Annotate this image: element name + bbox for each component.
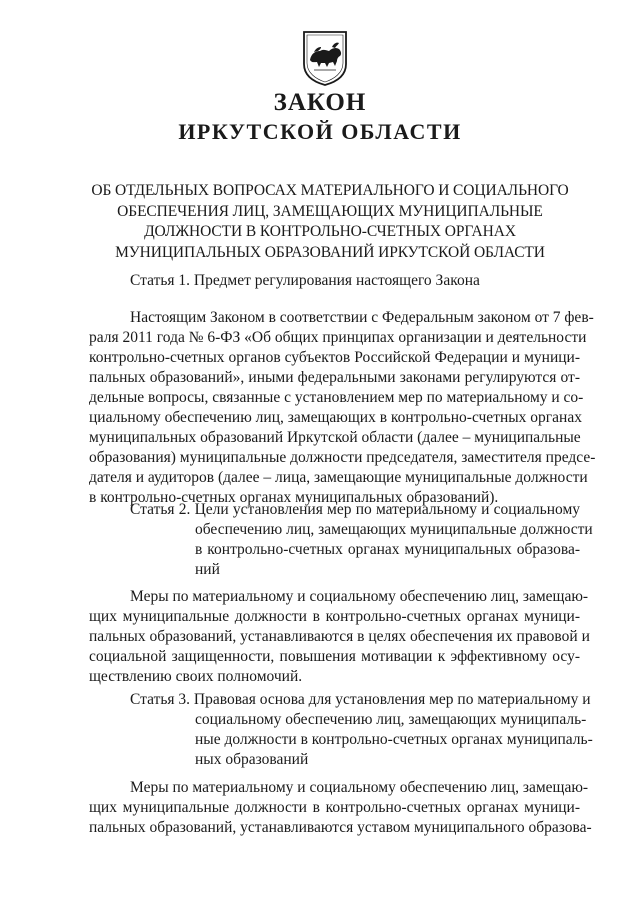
article-2-heading-line: обеспечению лиц, замещающих муниципальные должности: [195, 521, 593, 538]
article-1-text-line: образования) муниципальные должности председателя, заместителя предсе-: [89, 449, 596, 466]
article-2-text-line: ществлению своих полномочий.: [89, 668, 303, 685]
region-title: ИРКУТСКОЙ ОБЛАСТИ: [178, 119, 462, 144]
article-1-text-line: муниципальных образований Иркутской области (далее – муниципальные: [89, 429, 581, 446]
article-1-text-line: контрольно-счетных органов субъектов Российской Федерации и муници-: [89, 349, 580, 366]
article-1-text-line: дельные вопросы, связанные с установлением мер по материальному и со-: [89, 389, 584, 406]
article-3-text-line: пальных образований, устанавливаются уставом муниципального образова-: [89, 819, 592, 836]
subject-line: ОБЕСПЕЧЕНИЯ ЛИЦ, ЗАМЕЩАЮЩИХ МУНИЦИПАЛЬНЫЕ: [117, 202, 543, 220]
article-2-text-line: социальной защищенности, повышения мотивации к эффективному осу-: [89, 648, 580, 665]
article-3-heading-line: Статья 3. Правовая основа для установления мер по материальному и: [130, 691, 591, 708]
article-3-text-line: щих муниципальные должности в контрольно-счетных органах муници-: [89, 799, 580, 816]
article-2-heading-line: в контрольно-счетных органах муниципальных образова-: [195, 541, 580, 558]
article-2-heading-line: Статья 2. Цели установления мер по материальному и социальному: [130, 501, 580, 518]
article-1-text-line: раля 2011 года № 6-ФЗ «Об общих принципах организации и деятельности: [89, 329, 587, 346]
article-1-text-line: дателя и аудиторов (далее – лица, замещающие муниципальные должности: [89, 469, 588, 486]
article-1-heading: Статья 1. Предмет регулирования настоящего Закона: [130, 272, 480, 289]
article-2-text-line: пальных образований, устанавливаются в целях обеспечения их правовой и: [89, 628, 590, 645]
article-1-text-line: циальному обеспечению лиц, замещающих в контрольно-счетных органах: [89, 409, 582, 426]
article-2-heading-line: ний: [195, 561, 220, 578]
article-3-heading-line: ные должности в контрольно-счетных органах муниципаль-: [195, 731, 593, 748]
article-2-text-line: щих муниципальные должности в контрольно-счетных органах муници-: [89, 608, 580, 625]
article-3-text-line: Меры по материальному и социальному обеспечению лиц, замещаю-: [130, 779, 589, 796]
law-subject-title: [60, 181, 600, 263]
subject-line: ОБ ОТДЕЛЬНЫХ ВОПРОСАХ МАТЕРИАЛЬНОГО И СОЦИАЛЬНОГО: [91, 182, 569, 199]
article-2-text-line: Меры по материальному и социальному обеспечению лиц, замещаю-: [130, 588, 589, 605]
subject-line: МУНИЦИПАЛЬНЫХ ОБРАЗОВАНИЙ ИРКУТСКОЙ ОБЛАСТИ: [115, 243, 545, 261]
subject-line: ДОЛЖНОСТИ В КОНТРОЛЬНО-СЧЕТНЫХ ОРГАНАХ: [144, 223, 516, 240]
article-1-text-line: Настоящим Законом в соответствии с Федеральным законом от 7 фев-: [130, 309, 594, 326]
article-1-text-line: в контрольно-счетных органах муниципальных образований).: [89, 489, 499, 506]
article-3-heading-line: ных образований: [195, 751, 309, 768]
article-3-heading-line: социальному обеспечению лиц, замещающих муниципаль-: [195, 711, 587, 728]
law-title: ЗАКОН: [273, 89, 367, 116]
coat-of-arms-icon: [302, 30, 348, 86]
article-1-text-line: пальных образований», иными федеральными законами регулируются от-: [89, 369, 580, 386]
